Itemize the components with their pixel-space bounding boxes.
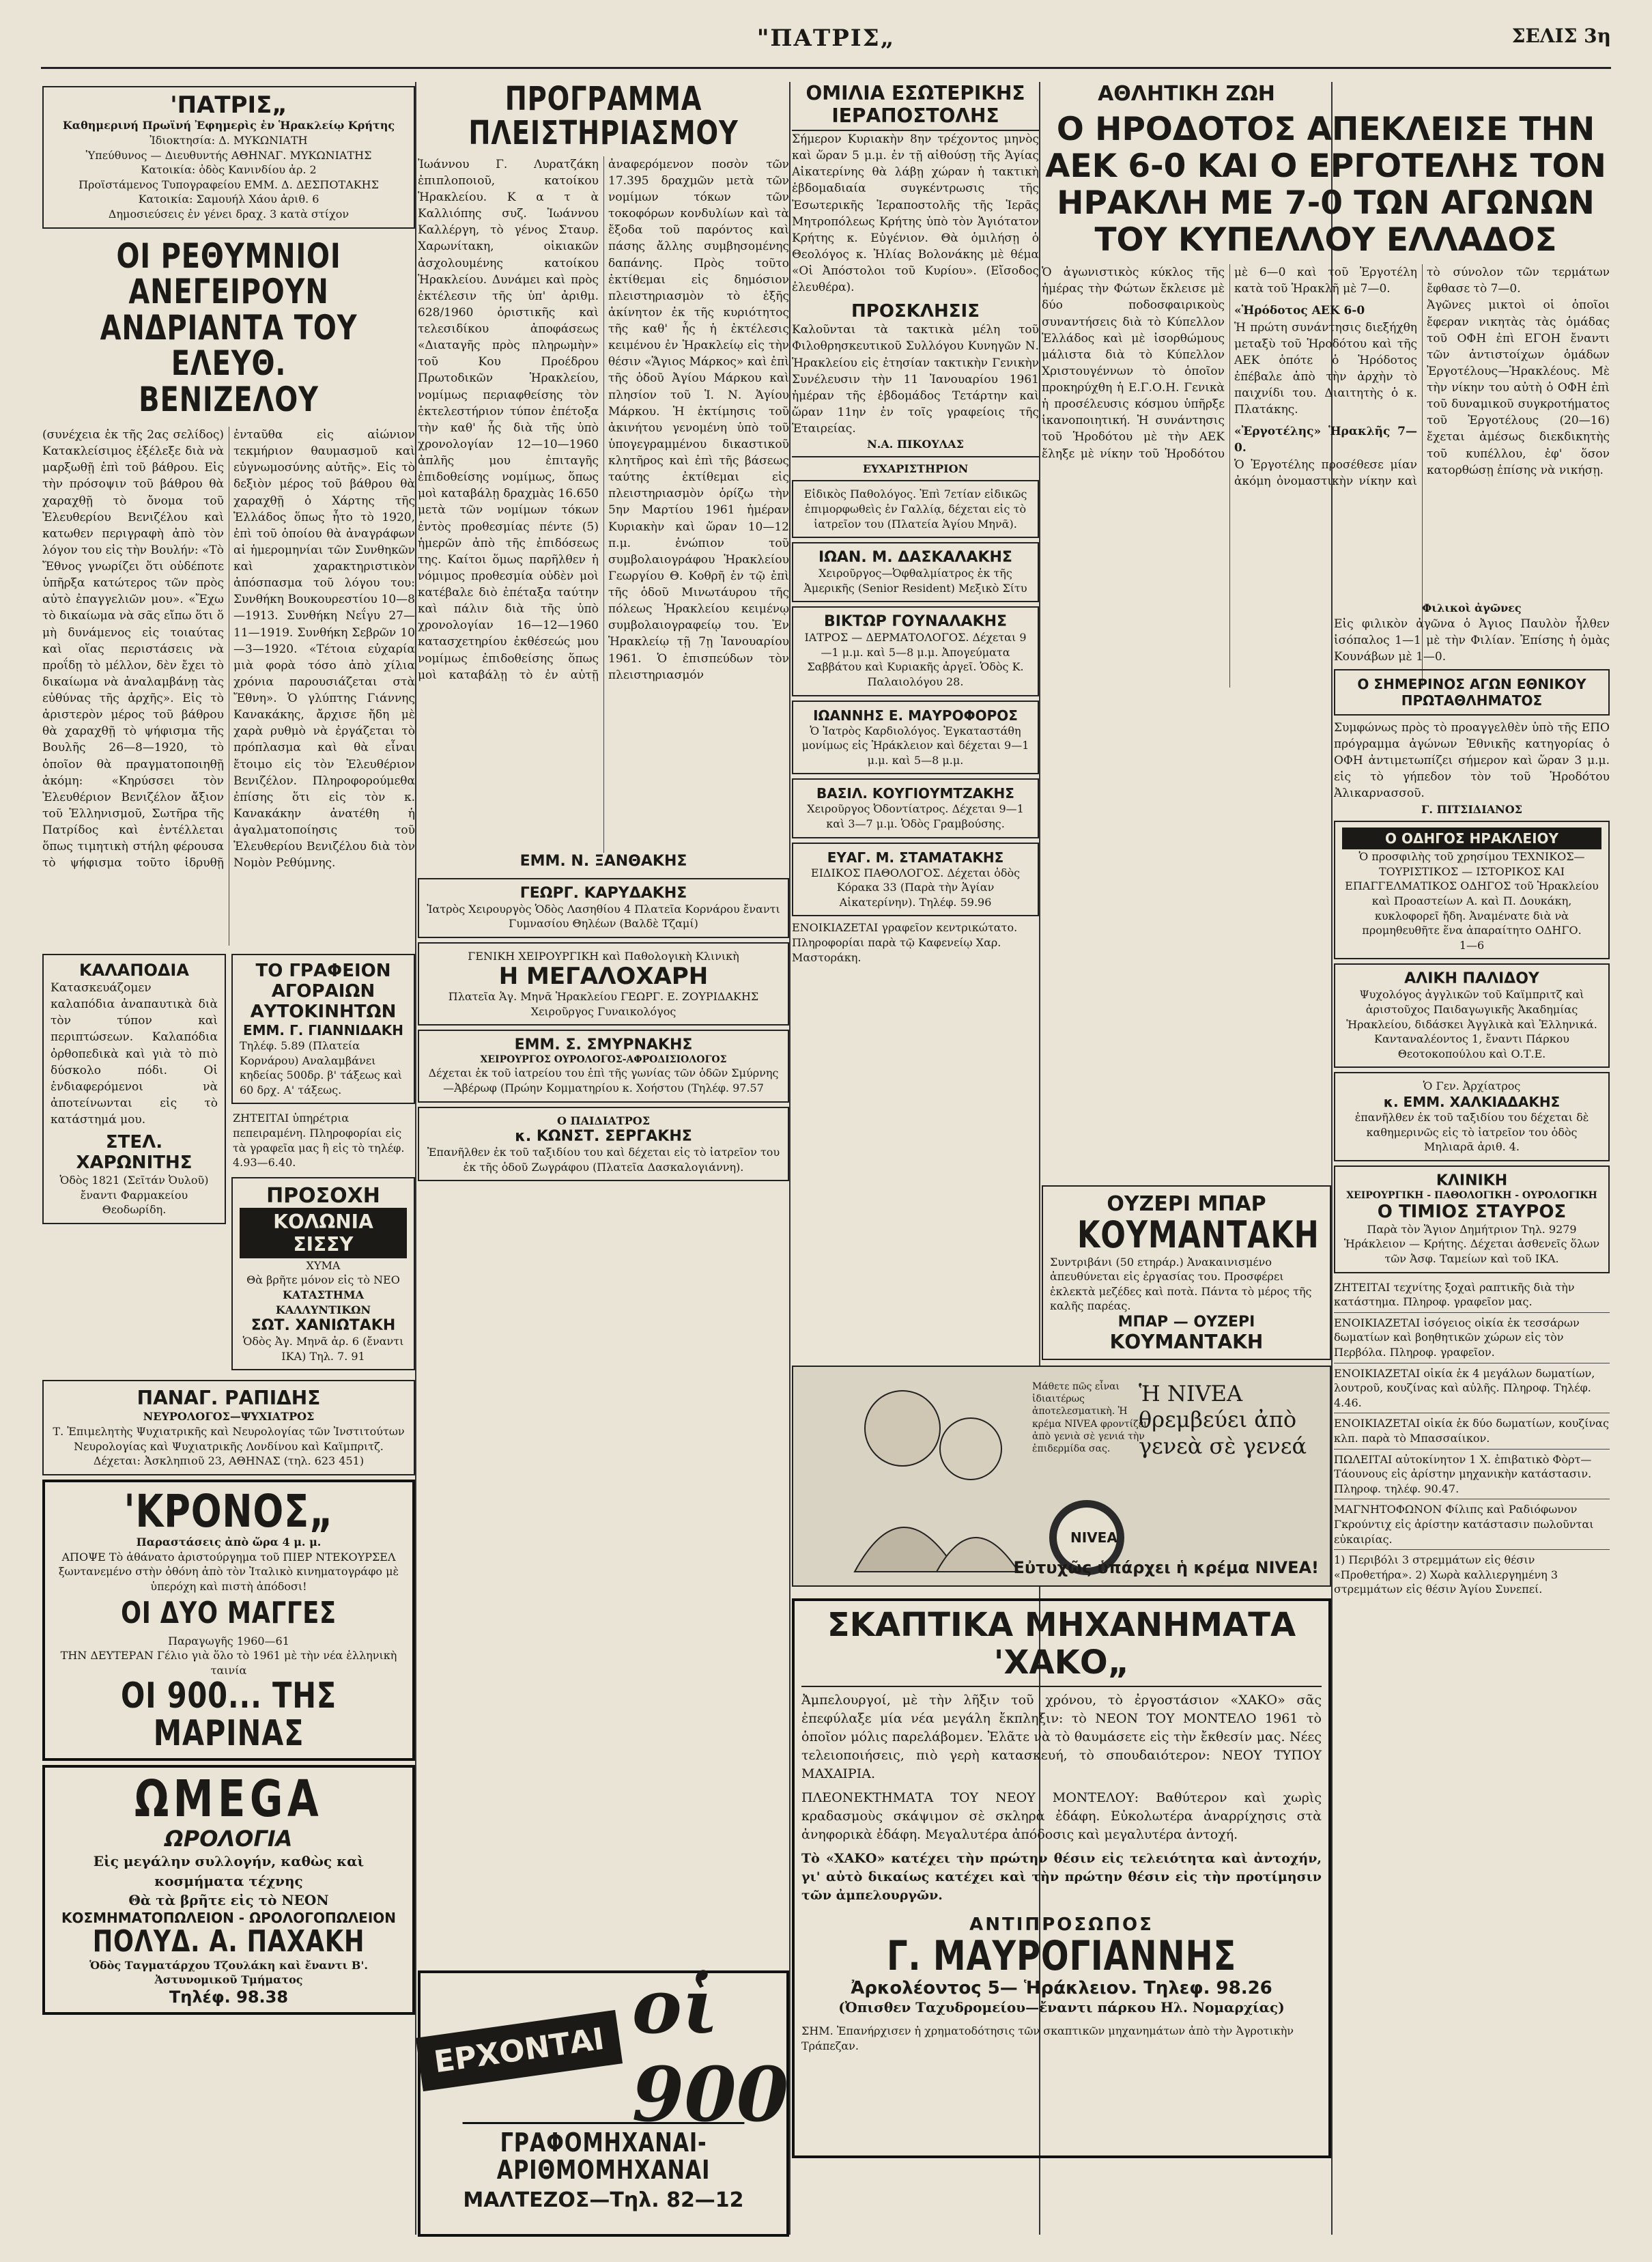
kalapodia-body: Κατασκευάζομεν καλαπόδια ἀναπαυτικὰ διὰ τὸν τύπον καὶ περιπτώσεων. Καλαπόδια ὀρθοπεδικὰ καὶ γιὰ τὸ πιὸ δύσκολο πόδι. Οἱ ἐνδιαφερόμενοι νὰ ἀποτείνωνται εἰς τὸ κατάστημά μου. (51, 981, 218, 1127)
nivea-ad (792, 1366, 1331, 1584)
daskalakis-name: ΙΩΑΝ. Μ. ΔΑΣΚΑΛΑΚΗΣ (818, 549, 1012, 567)
daskalakis-body: Χειροῦργος—Ὀφθαλμίατρος ἐκ τῆς Ἀμερικῆς (Senior Resident) Μεξικὸ Σίτυ (803, 567, 1027, 595)
publisher-name: 'ΠΑΤΡΙΣ„ (170, 91, 287, 119)
rapidis-ad (42, 1380, 415, 1475)
palidou-ad (1334, 963, 1610, 1068)
typewriter-ad-900: οἱ 900 (631, 1962, 789, 2138)
ouzeri-name: ΚΟΥΜΑΝΤΑΚΗ (1077, 1213, 1320, 1256)
kalapodia-name: ΣΤΕΛ. ΧΑΡΩΝΙΤΗΣ (76, 1132, 193, 1174)
ouzeri-title: ΟΥΖΕΡΙ ΜΠΑΡ (1107, 1192, 1266, 1216)
timios-stavros-ad (1334, 1165, 1610, 1273)
gounalakis-body: ΙΑΤΡΟΣ — ΔΕΡΜΑΤΟΛΟΓΟΣ. Δέχεται 9—1 μ.μ. καὶ 5—8 μ.μ. Ἀπογεύματα Σαββάτου καὶ Κυριακῆς ἀργεῖ. Ὁδὸς Κ. Παλαιολόγου 28. (804, 631, 1027, 689)
column-rule (415, 82, 416, 2235)
classified-item: ΕΝΟΙΚΙΑΖΕΤΑΙ οἰκία ἐκ 4 μεγάλων δωματίων, λουτροῦ, κουζίνας καὶ αὐλῆς. Πληροφ. Τηλέφ. 4.46. (1334, 1363, 1610, 1414)
column-rule (789, 82, 791, 2235)
xako-closing: Τὸ «ΧΑΚΟ» κατέχει τὴν πρώτην θέσιν εἰς τελειότητα καὶ ἀντοχήν, γι' αὐτὸ δικαίως κατέχει καὶ τὴν πρώτην θέσιν εἰς τὴν προτίμησιν τῶν ἀμπελουργῶν. (801, 1851, 1322, 1904)
palidou-title: ΑΛΙΚΗ ΠΑΛΙΔΟΥ (1404, 970, 1539, 988)
xalkiadakis-name: κ. ΕΜΜ. ΧΑΛΚΙΑΔΑΚΗΣ (1383, 1093, 1561, 1110)
guide-num: 1—6 (1459, 938, 1485, 952)
divider (792, 456, 1039, 457)
auction-signer: ΕΜΜ. Ν. ΞΑΝΘΑΚΗΣ (519, 852, 687, 870)
ouzeri-footer: ΜΠΑΡ — ΟΥΖΕΡΙ (1117, 1314, 1255, 1331)
xako-note: ΣΗΜ. Ἐπανήρχισεν ἡ χρηματοδότησις τῶν σκαπτικῶν μηχανημάτων ἀπὸ τὴν Ἀγροτικὴν Τράπεζαν. (801, 2024, 1294, 2052)
palidou-body: Ψυχολόγος ἀγγλικῶν τοῦ Καϊμπριτζ καὶ ἀριστοῦχος Παιδαγωγικῆς Ἀκαδημίας Ἡρακλείου, διδάσκει Ἀγγλικὰ καὶ Ἑλληνικά. Κανταναλέοντος 1, ἔναντι Πάρκου Θεοτοκοπούλου καὶ Ο.Τ.Ε. (1346, 988, 1597, 1060)
kronos-line: ΑΠΟΨΕ Τὸ ἀθάνατο ἀριστούργημα τοῦ ΠΙΕΡ ΝΤΕΚΟΥΡΣΕΛ ξωντανεμένο στὴν ὀθόνη ἀπὸ τὸν Ἰταλικὸ κινηματογράφο μὲ ὑπερόχη καὶ πιστὴ ἀπόδοσι! (58, 1550, 399, 1593)
prosklisis-signer: Ν.Α. ΠΙΚΟΥΛΑΣ (867, 438, 964, 451)
omega-name: ΠΟΛΥΔ. Α. ΠΑΧΑΚΗ (92, 1924, 365, 1960)
column-3 (792, 82, 1039, 1511)
kronos-title: 'ΚΡΟΝΟΣ„ (124, 1484, 334, 1538)
guide-ad (1334, 821, 1610, 959)
xako-rep-label: ΑΝΤΙΠΡΟΣΩΠΟΣ (969, 1914, 1154, 1936)
omega-line: Εἰς μεγάλην συλλογήν, καθὼς καὶ κοσμήματα τέχνης (93, 1853, 365, 1889)
publisher-line: Καθημερινή Πρωϊνή Ἐφημερὶς ἐν Ἡρακλείῳ Κρήτης (62, 119, 395, 132)
publisher-line: Ἰδιοκτησία: Δ. ΜΥΚΩΝΙΑΤΗ (149, 133, 308, 147)
thanks-title: ΕΥΧΑΡΙΣΤΗΡΙΟΝ (862, 462, 969, 475)
sports-sub: «Ἡρόδοτος ΑΕΚ 6-0 (1234, 304, 1365, 318)
xako-address: Ἀρκολέοντος 5— Ἡράκλειον. Τηλεφ. 98.26 (851, 1978, 1272, 1999)
xalkiadakis-role: Ὁ Γεν. Ἀρχίατρος (1423, 1079, 1521, 1093)
xako-rep-name: Γ. ΜΑΥΡΟΓΙΑΝΝΗΣ (886, 1932, 1237, 1981)
clinic-title: ΚΛΙΝΙΚΗ (1436, 1172, 1508, 1189)
classified-item: 1) Περιβόλι 3 στρεμμάτων εἰς θέσιν «Προθετήρα». 2) Χωρὰ καλλιεργημένη 3 στρεμμάτων εἰς θέσιν Ἀγίου Συνεπεί. (1334, 1553, 1558, 1596)
sports-headline: Ο ΗΡΟΔΟΤΟΣ ΑΠΕΚΛΕΙΣΕ ΤΗΝ ΑΕΚ 6-0 ΚΑΙ Ο ΕΡΓΟΤΕΛΗΣ ΤΟΝ ΗΡΑΚΛΗ ΜΕ 7-0 ΤΩΝ ΑΓΩΝΩΝ ΤΟΥ ΚΥΠΕΛΛΟΥ ΕΛΛΑΔΟΣ (1045, 111, 1606, 259)
short-notice: ΖΗΤΕΙΤΑΙ ὑπηρέτρια πεπειραμένη. Πληροφορίαι εἰς τὰ γραφεῖα μας ἢ εἰς τὸ τηλέφ. 4.93—6.40. (233, 1112, 405, 1170)
office-name: ΕΜΜ. Γ. ΓΙΑΝΝΙΔΑΚΗ (242, 1022, 404, 1039)
smyrnakis-name: ΕΜΜ. Σ. ΣΜΥΡΝΑΚΗΣ (514, 1036, 693, 1054)
omega-brand: ΩMEGA (134, 1769, 324, 1828)
divider (801, 1686, 1322, 1687)
column-2 (418, 82, 789, 2235)
nivea-note: Μάθετε πῶς εἶναι ἰδιαιτέρως ἀποτελεσματικὴ. Ἡ κρέμα NIVEA φροντίζει ἀπὸ γενιὰ σὲ γενιά τὴν ἐπιδερμίδα σας. (1032, 1381, 1148, 1454)
kronos-line: Παραστάσεις ἀπὸ ὥρα 4 μ. μ. (136, 1536, 322, 1549)
karydakis-ad (418, 878, 789, 938)
kalapodia-ad (42, 954, 226, 1224)
headline-auction: ΠΡΟΓΡΑΜΜΑ ΠΛΕΙΣΤΗΡΙΑΣΜΟΥ (468, 82, 739, 153)
publisher-line: Κατοικία: Σαμουήλ Χάου ἀριθ. 6 (138, 193, 319, 206)
nivea-headline-1: Ἡ NIVEA (1139, 1381, 1243, 1406)
page-number: ΣΕΛΙΣ 3η (1511, 25, 1611, 47)
guide-title: Ο ΟΔΗΓΟΣ ΗΡΑΚΛΕΙΟΥ (1342, 828, 1601, 849)
xako-title: ΣΚΑΠΤΙΚΑ ΜΗΧΑΝΗΜΑΤΑ 'ΧΑΚΟ„ (827, 1606, 1296, 1682)
sergakis-name: κ. ΚΩΝΣΤ. ΣΕΡΓΑΚΗΣ (515, 1128, 692, 1146)
gounalakis-ad (792, 606, 1039, 696)
clinic-body: Παρὰ τὸν Ἅγιον Δημήτριον Τηλ. 9279 Ἡράκλειον — Κρήτης. Δέχεται ἀσθενεῖς ὅλων τῶν Ἀσφ. Ταμείων καὶ τοῦ ΙΚΑ. (1343, 1222, 1600, 1266)
xalkiadakis-body: ἐπανῆλθεν ἐκ τοῦ ταξιδίου του δέχεται δὲ καθημερινῶς εἰς τὸ ἰατρεῖον του ὁδὸς Μηλιαρᾶ ἀριθ. 4. (1354, 1110, 1589, 1154)
homily-title: ΟΜΙΛΙΑ ΕΣΩΤΕΡΙΚΗΣ ΙΕΡΑΠΟΣΤΟΛΗΣ (792, 82, 1039, 131)
prosoxi-title: ΠΡΟΣΟΧΗ (266, 1183, 380, 1208)
publisher-line: Προϊστάμενος Τυπογραφείου ΕΜΜ. Δ. ΔΕΣΠΟΤΑΚΗΣ (79, 178, 379, 191)
prosoxi-brand: ΚΟΛΩΝΙΑ ΣΙΣΣΥ (240, 1208, 407, 1258)
article-venizelos: (συνέχεια ἐκ τῆς 2ας σελίδος) Κατακλείσιμος ἐξέλεξε διὰ νὰ μαρξωθῇ ἐπὶ τοῦ βάθρου. Εἰς τὴν πρόσοψιν τοῦ βάθρου θὰ χαραχθῇ τὸ ὄνομα τοῦ Ἐλευθερίου Βενιζέλου καὶ κατωθεν περιγραφὴ ἀπὸ τὸν λόγον του εἰς τὴν Βουλήν: «Τὸ Ἔθνος γνωρίζει ὅτι οὐδέποτε ὑπῆρξα κατώτερος τῶν πρὸς αὐτὸ ἐπαγγελιῶν μου». «Ἔχω τὸ δικαίωμα νὰ σᾶς εἴπω ὅτι ὅ μὴ δυνάμενος εἰς τοιαύτας καὶ οἵας περιστάσεις νὰ προΐδῃ τὸ μέλλον, δὲν ἔχει τὸ δικαίωμα νὰ ἀναλαμβάνῃ τὰς εὐθύνας τῆς ἀρχῆς». Εἰς τὸ ἀριστερὸν μέρος τοῦ βάθρου θὰ χαραχθῇ τὸ ψήφισμα τῆς Βουλῆς 26—8—1920, τὸ ὁποῖον θὰ πραγματοποιηθῇ ἀκόμη: «Κηρύσσει τὸν Ἐλευθέριον Βενιζέλον ἄξιον τοῦ Ἑλληνισμοῦ, Σωτῆρα τῆς Πατρίδος καὶ ἐντέλλεται ὅπως τιμητικὴ στήλη φέρουσα τὸ ψήφισμα τοῦτο ἱδρυθῇ ἐνταῦθα εἰς αἰώνιον τεκμήριον θαυμασμοῦ καὶ εὐγνωμοσύνης αὐτῆς». Εἰς τὸ δεξιὸν μέρος τοῦ βάθρου θὰ χαραχθῇ ὁ Χάρτης τῆς Ἑλλάδος ὅπως ἦτο τὸ 1920, ἐπὶ τοῦ ὁποίου θὰ ἀναγράφων αἱ ἡμερομηνίαι τῶν Συνθηκῶν καὶ χαρακτηριστικὸν ἀπόσπασμα τοῦ λόγου του: Συνθήκη Βουκουρεστίου 10—8—1913. Συνθήκη Νεΐγυ 27—11—1919. Συνθήκη Σεβρῶν 10—3—1920. «Τέτοια εὐχαρία μιὰ φορὰ τόσο ἀπὸ χίλια χρόνια παρουσιάζεται στὰ Ἔθνη». Ὁ γλύπτης Γιάννης Κανακάκης, ἄρχισε ἤδη μὲ χαρὰ ρυθμὸ νὰ ἐργάζεται τὸ πρόπλασμα καὶ θὰ εἶναι ἔτοιμο εἰς τὸν Ἐλευθέριον Βενιζέλον. Πληροφορούμεθα ἐπίσης ὅτι εἰς τὸν κ. Κανακάκην ἀνατέθη ἡ ἀγαλματοποίησις τοῦ Ἐλευθερίου Βενιζέλου διὰ τὸν Νομὸν Ρεθύμνης. (42, 428, 415, 871)
publisher-line: Δημοσιεύσεις ἐν γένει δραχ. 3 κατὰ στίχον (108, 207, 350, 221)
kalapodia-title: ΚΑΛΑΠΟΔΙΑ (79, 961, 189, 980)
ouzeri-column (1042, 1181, 1331, 1364)
xalkiadakis-ad (1334, 1072, 1610, 1161)
classified-item: ΖΗΤΕΙΤΑΙ τεχνίτης ξοχαὶ ραπτικῆς διὰ τὴν κατάστημα. Πληροφ. γραφεῖον μας. (1334, 1277, 1610, 1313)
sergakis-title: Ο ΠΑΙΔΙΑΤΡΟΣ (556, 1114, 650, 1127)
referee: Γ. ΠΙΤΣΙΔΙΑΝΟΣ (1421, 802, 1522, 816)
xako-intro: Ἀμπελουργοί, μὲ τὴν λῆξιν τοῦ χρόνου, τὸ ἐργοστάσιον «ΧΑΚΟ» σᾶς ἐπεφύλαξε μία νέα μεγάλη ἔκπληξιν: τὸ ΝΕΟΝ ΤΟΥ ΜΟΝΤΕΛΟ 1961 τὸ ὁποῖον μόλις παρελάβομεν. Ἐλᾶτε νὰ τὸ θαυμάσετε εἰς τὴν ἔκθεσίν μας. Νέες τελειοποιήσεις, πιὸ γερὴ κατασκευή, τὸ σπουδαιότερον: ΝΕΟΥ ΤΥΠΟΥ ΜΑΧΑΙΡΙΑ. (801, 1693, 1322, 1782)
friendly-body: Εἰς φιλικὸν ἀγῶνα ὁ Ἀγιος Παυλὸν ἦλθεν ἰσόπαλος 1—1 μὲ τὴν Φιλίαν. Ἐπίσης ἡ ὁμὰς Κουνάβων μὲ 1—0. (1334, 617, 1610, 664)
classified-item: ΕΝΟΙΚΙΑΖΕΤΑΙ οἰκία ἐκ δύο δωματίων, κουζίνας κλπ. παρὰ τὸ Μπασσαίικον. (1334, 1413, 1610, 1449)
homily-body: Σήμερον Κυριακὴν 8ην τρέχοντος μηνὸς καὶ ὥραν 5 μ.μ. ἐν τῇ αἰθούσῃ τῆς Ἁγίας Αἰκατερίνης θὰ λάβῃ χώραν ἡ τακτικὴ ἑβδομαδιαία συγκέντρωσις τῆς Ἐσωτερικῆς Ἱεραποστολῆς τῆς Ἱερᾶς Μητροπόλεως Κρήτης ὑπὸ τὸν Ἁγιότατον Κρήτης κ. Εὐγένιον. Θὰ ὁμιλήσῃ ὁ Θεολόγος κ. Ἠλίας Βολονάκης μὲ θέμα «Οἱ Ἀπόστολοι τοῦ Κυρίου». (Εἴσοδος ἐλευθέρα). (792, 132, 1039, 295)
nivea-headline (1139, 1381, 1316, 1459)
publisher-line: Κατοικία: ὁδὸς Κανινδίου ἀρ. 2 (141, 163, 317, 177)
audaki-ad (792, 480, 1039, 538)
clinic-sub: ΧΕΙΡΟΥΡΓΙΚΗ - ΠΑΘΟΛΟΓΙΚΗ - ΟΥΡΟΛΟΓΙΚΗ (1346, 1189, 1597, 1201)
sports-body: Ὁ ἀγωνιστικὸς κύκλος τῆς ἡμέρας τὴν Φώτων ἔκλεισε μὲ δύο ποδοσφαιρικοὺς συναντήσεις διὰ τὸ Κύπελλον Ἑλλάδος καὶ μὲ ἰσορθώμους μάλιστα διὰ τὸ Κύπελλον Χριστουγέννων τὸ ὁποῖον προκηρύχθη ἡ Ε.Γ.Ο.Η. Γενικὰ ἡ προσέλευσις κόσμου ὑπῆρξε ἱκανοποιητική. Ἡ συνάντησις τοῦ Ἡροδότου μὲ τὴν ΑΕΚ ἔληξε μὲ νίκην τοῦ Ἡροδότου μὲ 6—0 καὶ τοῦ Ἐργοτέλη κατὰ τοῦ Ἡρακλῆ μὲ 7—0. (1042, 266, 1417, 461)
smyrnakis-body: Δέχεται ἐκ τοῦ ἰατρείου του ἐπὶ τῆς γωνίας τῶν ὁδῶν Σμύρνης—Ἀβέρωφ (Πρώην Κομματηρίου κ. Χοήστου (Τηλέφ. 97.57 (428, 1066, 779, 1094)
smyrnakis-ad (418, 1030, 789, 1102)
nivea-illustration (792, 1366, 1331, 1587)
classified-item: ΜΑΓΝΗΤΟΦΩΝΟΝ Φίλιπς καὶ Ραδιόφωνον Γκρούντιχ εἰς ἀρίστην κατάστασιν πωλοῦνται εὐκαιρίας. (1334, 1499, 1610, 1550)
rapidis-hours: Δέχεται: Ἀσκληπιοῦ 23, ΑΘΗΝΑΣ (τηλ. 623 451) (93, 1454, 365, 1468)
kronos-line: Παραγωγῆς 1960—61 (168, 1634, 289, 1648)
omega-line: ΚΟΣΜΗΜΑΤΟΠΩΛΕΙΟΝ - ΩΡΟΛΟΓΟΠΩΛΕΙΟΝ (61, 1910, 397, 1927)
omega-tel: Τηλέφ. 98.38 (169, 1987, 289, 2007)
prosoxi-address: Ὁδὸς Ἀγ. Μηνᾶ ἀρ. 6 (ἔναντι ΙΚΑ) Τηλ. 7. 91 (242, 1335, 404, 1363)
typewriter-ad-tel: ΜΑΛΤΕΖΟΣ—Τηλ. 82—12 (463, 2188, 744, 2212)
friendly-title: Φιλικοὶ ἀγῶνες (1422, 602, 1522, 614)
sports-body-cont: Ἀγῶνες μικτοὶ οἱ ὁποῖοι ἔφεραν νικητὰς τὰς ὁμάδας τοῦ ΟΦΗ ἐπὶ ΕΓΟΗ ἔναντι τῶν ἀντιστοίχων ὁμάδων Ἐργοτέλους—Ἡρακλέους. Μὲ τὴν νίκην του αὐτὴ ὁ ΟΦΗ ἐπὶ τοῦ δυναμικοῦ συγκροτήματος τοῦ Ἐργοτέλους (20—16) ἔχεται ἀμέσως διεκδικητὴς τοῦ κυπέλλου, ἐφ' ὅσον κατορθώσῃ ἐπίσης νὰ νικήσῃ. (1427, 298, 1610, 477)
column-1 (42, 82, 415, 2235)
office-title: ΤΟ ΓΡΑΦΕΙΟΝ ΑΓΟΡΑΙΩΝ ΑΥΤΟΚΙΝΗΤΩΝ (250, 961, 397, 1023)
clinic-body: Πλατεῖα Ἁγ. Μηνᾶ Ἡρακλείου ΓΕΩΡΓ. Ε. ΖΟΥΡΙΔΑΚΗΣ Χειροῦργος Γυναικολόγος (448, 989, 759, 1018)
today-body: Συμφώνως πρὸς τὸ προαγγελθὲν ὑπὸ τῆς ΕΠΟ πρόγραμμα ἀγώνων Ἐθνικῆς κατηγορίας ὁ ΟΦΗ ἀντιμετωπίζει σήμερον καὶ ὥραν 3 μ.μ. εἰς τὸ γήπεδον τὸν τοῦ Ἡροδότου Ἀλικαρνασσοῦ. (1334, 720, 1610, 801)
sports-sub: «Ἐργοτέλης» Ἡρακλῆς 7—0. (1234, 425, 1417, 455)
masthead (41, 19, 1611, 69)
auction-body: Ἰωάννου Γ. Λυρατζάκη ἐπιπλοποιοῦ, κατοίκου Ἡρακλείου. Κ α τ ὰ Καλλιόπης συζ. Ἰωάννου Καλλέργη, τὸ γένος Σταυρ. Χαρωνίτακη, οἰκιακῶν ἀσχολουμένης κατοίκου Ἡρακλείου. Δυνάμει καὶ πρὸς ἐκτέλεσιν τῆς ὑπ' ἀριθμ. 628/1960 ὁριστικῆς καὶ τελεσιδίκου ἀποφάσεως «Διαταγῆς πρὸς πληρωμὴν» τοῦ Κου Προέδρου Πρωτοδικῶν Ἡρακλείου, νομίμως περιαφθείσης τὸν ἐκτελεστήριον τύπον ἐπέτοξα τὴν καθ' ἧς διὰ τῆς ὑπὸ χρονολογίαν 12—10—1960 ἀπλῆς μου ἐπιταγῆς ἐπιδοθείσης νομίμως, ὅπως μοὶ καταβάλῃ δραχμὰς 16.650 μετὰ τῶν νομίμων τόκων ἐντὸς προθεσμίας πέντε (5) ἡμερῶν ἀπὸ τῆς ἐπιδόσεως της. Καίτοι ὅμως παρῆλθεν ἡ νόμιμος προθεσμία οὐδὲν μοὶ κατέβαλε διὸ ἐπέταξα ταύτην καὶ πάλιν διὰ τῆς ὑπὸ χρονολογίαν 16—12—1960 κατασχετηρίου ἐκθέσεώς μου νομίμως ἐπιδοθείσης ὅπως μοὶ καταβάλῃ τὸ ἐν αὐτῇ ἀναφερόμενον ποσὸν τῶν 17.395 δραχμῶν μετὰ τῶν νομίμων τόκων τῶν τοκοφόρων κονδυλίων καὶ τὰ ἔξοδα τοῦ παρόντος καὶ πάσης ἄλλης συμβησομένης δαπάνης. Πρὸς τοῦτο ἐκτίθεμαι εἰς δημόσιον πλειστηριασμὸν τὸ ἑξῆς ἀκίνητον ἐκ τῆς κυριότητος τῆς καθ' ἧς ἡ ἐκτέλεσις κειμένου ἐν Ἡρακλείῳ εἰς τὴν θέσιν «Ἅγιος Μάρκος» καὶ ἐπὶ τῆς ὁδοῦ Ἀγίου Μάρκου καὶ πλησίον τοῦ Ἱ. Ν. Ἁγίου Μάρκου. Ἡ ἐκτίμησις τοῦ ἀκινήτου γενομένη ὑπὸ τοῦ ὑπογεγραμμένου δικαστικοῦ κλητῆρος καὶ ἐπὶ τῆς βάσεως ταύτης ἐκτίθεμαι εἰς πλειστηριασμὸν ὁρίζω τὴν 5ην Μαρτίου 1961 ἡμέραν Κυριακὴν καὶ ὥραν 10—12 π.μ. ἐνώπιον τοῦ συμβολαιογράφου Ἡρακλείου Γεωργίου Θ. Κοθρῆ ἐν τῷ ἐπὶ τῆς ὁδοῦ Μινωτάυρου τῆς πόλεως Ἡρακλείου κειμένῳ συμβολαιογραφείῳ του. Ἐν Ἡρακλείῳ τῇ 7ῃ Ἰανουαρίου 1961. Ὁ ἐπισπεύδων τὸν πλειστηριασμόν (418, 157, 789, 682)
classified-item: ΕΝΟΙΚΙΑΖΕΤΑΙ ἰσόγειος οἰκία ἐκ τεσσάρων δωματίων καὶ βοηθητικῶν χώρων εἰς τὸν Περβόλα. Πληροφ. γραφεῖον. (1334, 1313, 1610, 1363)
rapidis-body: Τ. Ἐπιμελητὴς Ψυχιατρικῆς καὶ Νευρολογίας τῶν Ἰνστιτούτων Νευρολογίας καὶ Ψυχιατρικῆς Λονδίνου καὶ Καϊμπριτζ. (53, 1424, 405, 1453)
rent-notice: ΕΝΟΙΚΙΑΖΕΤΑΙ γραφεῖον κεντρικώτατο. Πληροφορίαι παρὰ τῷ Καφενείῳ Χαρ. Μαστοράκη. (792, 921, 1018, 964)
omega-ad (42, 1765, 415, 2015)
kronos-cinema-ad (42, 1480, 415, 1761)
sergakis-ad (418, 1107, 789, 1182)
typewriter-ad (418, 1962, 789, 2237)
paper-title: "ΠΑΤΡΙΣ„ (756, 25, 896, 52)
kouyoumtzakis-ad (792, 778, 1039, 838)
stamatakis-name: ΕΥΑΓ. Μ. ΣΤΑΜΑΤΑΚΗΣ (827, 849, 1004, 866)
xako-ad (792, 1598, 1331, 2158)
prosoxi-name: ΣΩΤ. ΧΑΝΙΩΤΑΚΗ (251, 1317, 396, 1335)
kronos-film: ΟΙ ΔΥΟ ΜΑΓΓΕΣ (121, 1596, 337, 1631)
publisher-line: Ὑπεύθυνος — Διευθυντής ΑΘΗΝΑΓ. ΜΥΚΩΝΙΑΤΗΣ (85, 148, 372, 162)
typewriter-ad-arrive: ΕΡΧΟΝΤΑΙ (416, 2009, 623, 2091)
sports-body: Ὁ Ἐργοτέλης προσέθεσε μίαν ἀκόμη ὀνομαστικὴν νίκην καὶ τὸ σύνολον τῶν τερμάτων ἔφθασε τὸ 7—0. (1234, 266, 1610, 488)
karydakis-body: Ἰατρὸς Χειρουργὸς Ὁδὸς Λασηθίου 4 Πλατεῖα Κορνάρου ἔναντι Γυμνασίου Θηλέων (Βαλδὲ Τζαμί) (427, 902, 780, 931)
prosoxi-ad (231, 1177, 415, 1371)
today-title: Ο ΣΗΜΕΡΙΝΟΣ ΑΓΩΝ ΕΘΝΙΚΟΥ ΠΡΩΤΑΘΛΗΜΑΤΟΣ (1334, 669, 1610, 716)
stamatakis-body: ΕΙΔΙΚΟΣ ΠΑΘΟΛΟΓΟΣ. Δέχεται ὁδὸς Κόρακα 33 (Παρὰ τὴν Ἁγίαν Αἰκατερίνην). Τηλέφ. 59.96 (810, 866, 1021, 909)
xako-advantages: ΠΛΕΟΝΕΚΤΗΜΑΤΑ ΤΟΥ ΝΕΟΥ ΜΟΝΤΕΛΟΥ: Βαθύτερον καὶ χωρὶς κραδασμοὺς σκάψιμον σὲ σκληρὰ ἐδάφη. Εὐκολωτέρα ἀναρρίχησις στὰ ἀνηφορικὰ ἐδάφη. Μεγαλυτέρα ἀπόδοσις καὶ μεγαλυτέρα ἀντοχή. (801, 1790, 1322, 1843)
omega-line: Θὰ τὰ βρῆτε εἰς τὸ ΝΕΟΝ (128, 1892, 329, 1909)
typewriter-ad-banner: ΓΡΑΦΟΜΗΧΑΝΑΙ-ΑΡΙΘΜΟΜΗΧΑΝΑΙ (463, 2122, 745, 2184)
rapidis-name: ΠΑΝΑΓ. ΡΑΠΙΔΗΣ (137, 1387, 321, 1410)
xako-address-2: (Ὀπισθεν Ταχυδρομείου—ἔναντι πάρκου Ηλ. Νομαρχίας) (838, 1999, 1285, 2016)
kronos-line: ΤΗΝ ΔΕΥΤΕΡΑΝ Γέλιο γιὰ ὅλο τὸ 1961 μὲ τὴν νέα ἑλληνικὴ ταινία (60, 1649, 397, 1677)
karydakis-name: ΓΕΩΡΓ. ΚΑΡΥΔΑΚΗΣ (519, 884, 687, 902)
prosoxi-line: Θὰ βρῆτε μόνον εἰς τὸ ΝΕΟ (246, 1273, 400, 1287)
clinic-name: Ο ΤΙΜΙΟΣ ΣΤΑΥΡΟΣ (1377, 1201, 1567, 1222)
gounalakis-name: ΒΙΚΤΩΡ ΓΟΥΝΑΛΑΚΗΣ (823, 613, 1008, 631)
prosoxi-line: ΚΑΤΑΣΤΗΜΑ ΚΑΛΛΥΝΤΙΚΩΝ (275, 1288, 371, 1316)
mavroforos-name: ΙΩΑΝΝΗΣ Ε. ΜΑΥΡΟΦΟΡΟΣ (813, 707, 1018, 724)
kouyoumtzakis-body: Χειροῦργος Ὀδοντίατρος. Δέχεται 9—1 καὶ 3—7 μ.μ. Ὁδὸς Γραμβούσης. (807, 802, 1024, 831)
clinic-title: Η ΜΕΓΑΛΟΧΑΡΗ (498, 962, 709, 990)
nivea-slogan: Εὐτυχῶς ὑπάρχει ἡ κρέμα NIVEA! (1013, 1558, 1319, 1577)
ouzeri-ad (1042, 1185, 1331, 1360)
classified-item: ΠΩΛΕΙΤΑΙ αὐτοκίνητον 1 Χ. ἐπιβατικὸ Φὸρτ—Τάουνους εἰς ἀρίστην μηχανικὴν κατάστασιν. Πληροφ. τηλέφ. 90.47. (1334, 1450, 1610, 1500)
omega-sub: ΩΡΟΛΟΓΙΑ (165, 1826, 293, 1852)
stamatakis-ad (792, 843, 1039, 917)
publisher-box (42, 86, 415, 229)
column-5 (1334, 601, 1610, 2235)
sports-body: Ἡ πρώτη συνάντησις διεξήχθη μεταξὺ τοῦ Ἡροδότου καὶ τῆς ΑΕΚ ὁπότε ὁ Ἡρόδοτος ἐπέβαλε ἀπὸ τὴν ἀρχὴν τὸ παιχνίδι του. Διαιτητὴς ὁ κ. Πλατάκης. (1234, 320, 1417, 417)
headline-venizelos: ΟΙ ΡΕΘΥΜΝΙΟΙ ΑΝΕΓΕΙΡΟΥΝ ΑΝΔΡΙΑΝΤΑ ΤΟΥ ΕΛΕΥΘ. ΒΕΝΙΖΕΛΟΥ (100, 236, 358, 419)
prosklisis-body: Καλοῦνται τὰ τακτικὰ μέλη τοῦ Φιλοθρησκευτικοῦ Συλλόγου Κυνηγῶν Ν. Ἡρακλείου εἰς ἐτησίαν τακτικὴν Γενικὴν Συνέλευσιν τὴν 11 Ἰανουαρίου 1961 ἡμέραν τῆς ἑβδομάδος Τετάρτην καὶ ὥραν 11ην ἐν τοῖς γραφείοις τῆς Ἑταιρείας. (792, 323, 1039, 436)
guide-body: Ὁ προσφιλὴς τοῦ χρησίμου ΤΕΧΝΙΚΟΣ—ΤΟΥΡΙΣΤΙΚΟΣ — ΙΣΤΟΡΙΚΟΣ ΚΑΙ ΕΠΑΓΓΕΛΜΑΤΙΚΟΣ ΟΔΗΓΟΣ τοῦ Ἡρακλείου καὶ Προαστείων Α. καὶ Π. Δουκάκη, κυκλοφορεῖ ἤδη. Ἀναμένατε διὰ νὰ προμηθευθῆτε ἕνα ἀπαραίτητο ΟΔΗΓΟ. (1345, 850, 1599, 937)
kronos-film: ΟΙ 900... ΤΗΣ ΜΑΡΙΝΑΣ (120, 1676, 337, 1754)
kouyoumtzakis-name: ΒΑΣΙΛ. ΚΟΥΓΙΟΥΜΤΖΑΚΗΣ (816, 785, 1014, 802)
classifieds-list (1334, 1277, 1610, 1600)
ouzeri-body: Συντριβάνι (50 ετηράρ.) Ἀνακαινισμένο ἀπευθύνεται εἰς ἐργασίας του. Προσφέρει ἐκλεκτὰ μεζέδες καὶ ποτὰ. Πάντα τὸ μέρος τῆς καλῆς παρέας. (1050, 1255, 1312, 1313)
sergakis-body: Ἐπανῆλθεν ἐκ τοῦ ταξιδίου του καὶ δέχεται εἰς τὸ ἰατρεῖον του ἐκ τῆς ὁδοῦ Ζωγράφου (Πλατεῖα Δασκαλογιάννη). (427, 1146, 780, 1174)
mavroforos-ad (792, 701, 1039, 775)
office-body: Τηλέφ. 5.89 (Πλατεία Κορνάρου) Αναλαμβάνει κηδείας 500δρ. β' τάξεως καὶ 60 δρχ. Α' τάξεως. (240, 1039, 403, 1097)
mavroforos-body: Ὁ Ἰατρὸς Καρδιολόγος. Ἐγκαταστάθη μονίμως εἰς Ἡράκλειον καὶ δέχεται 9—1 μ.μ. καὶ 5—8 μ.μ. (801, 724, 1029, 767)
smyrnakis-role: ΧΕΙΡΟΥΡΓΟΣ ΟΥΡΟΛΟΓΟΣ-ΑΦΡΟΔΙΣΙΟΛΟΓΟΣ (480, 1054, 727, 1066)
nivea-headline-2: θρεμβεύει ἀπὸ γενεὰ σὲ γενεά (1139, 1406, 1307, 1459)
sports-section: ΑΘΛΗΤΙΚΗ ΖΩΗ (1098, 82, 1275, 106)
rapidis-role: ΝΕΥΡΟΛΟΓΟΣ—ΨΥΧΙΑΤΡΟΣ (143, 1410, 315, 1424)
ouzeri-footer: ΚΟΥΜΑΝΤΑΚΗ (1109, 1331, 1264, 1354)
megalochari-clinic-ad (418, 942, 789, 1026)
nivea-tin-label: NIVEA (1070, 1529, 1117, 1546)
kalapodia-address: Ὁδὸς 1821 (Σεῖτάν Ὀυλοῦ) ἔναντι Φαρμακείου Θεοδωρίδη. (59, 1174, 209, 1217)
office-ad (231, 954, 415, 1104)
prosoxi-line: ΧΥΜΑ (306, 1258, 341, 1272)
daskalakis-ad (792, 542, 1039, 602)
audaki-body: Εἰδικὸς Παθολόγος. Ἐπὶ 7ετίαν εἰδικῶς ἐπιμορφωθεὶς ἐν Γαλλίᾳ, δέχεται εἰς τὸ ἰατρεῖον του (Πλατεία Ἁγίου Μηνᾶ). (803, 487, 1027, 531)
prosklisis-title: ΠΡΟΣΚΛΗΣΙΣ (851, 301, 980, 322)
omega-address: Ὁδὸς Ταγματάρχου Τζουλάκη καὶ ἔναντι Β'. Ἀστυνομικοῦ Τμήματος (89, 1958, 368, 1987)
clinic-sub: ΓΕΝΙΚΗ ΧΕΙΡΟΥΡΓΙΚΗ καὶ Παθολογικὴ Κλινικὴ (468, 949, 739, 963)
